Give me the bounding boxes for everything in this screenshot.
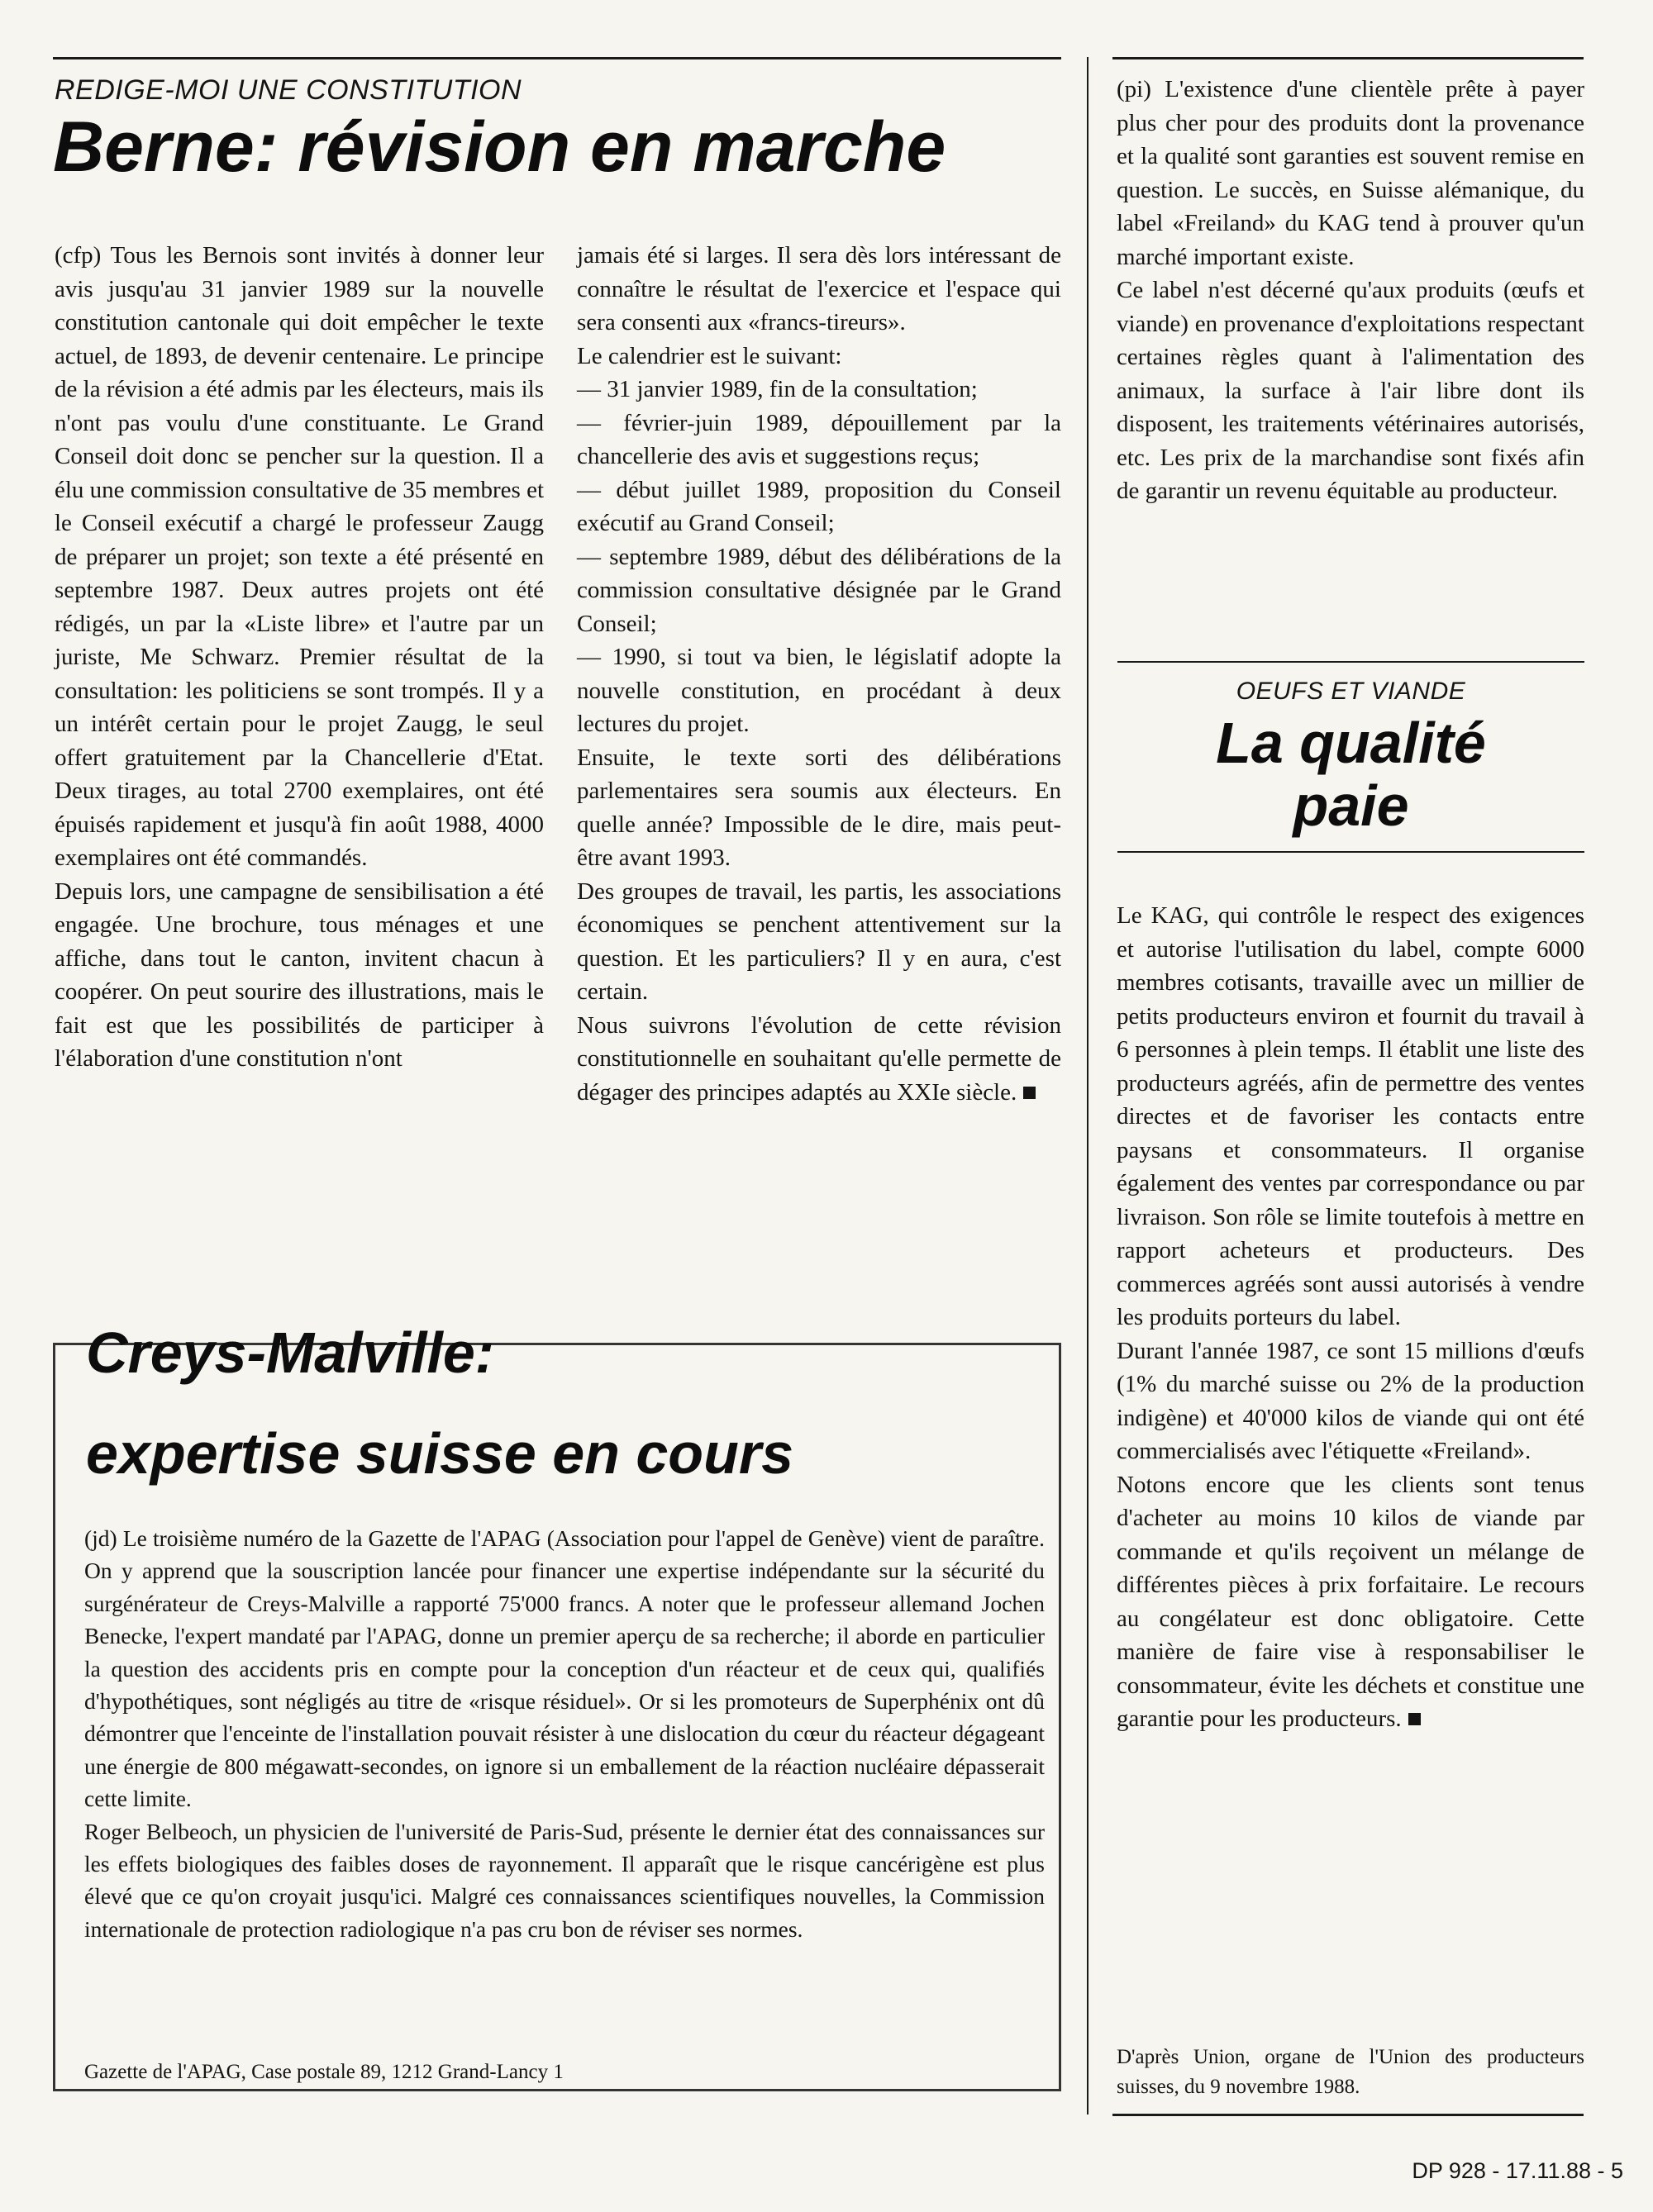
article1-title: Berne: révision en marche: [53, 107, 946, 187]
article1-last-sentence: Nous suivrons l'évolution de cette révision constitutionnelle en souhaitant qu'elle permette de dégager des principes adaptés au XXIe siècle.: [577, 1011, 1061, 1106]
article1-column-2: [577, 239, 1061, 1109]
article3-title-line2: paie: [1293, 773, 1409, 838]
top-rule-right: [1112, 57, 1584, 59]
article2-address: Gazette de l'APAG, Case postale 89, 1212 Grand-Lancy 1: [84, 2061, 564, 2083]
article3-paragraph: Durant l'année 1987, ce sont 15 millions d'œufs (1% du marché suisse ou 2% de la production indigène) et 40'000 kilos de viande qui ont été commercialisés avec l'étiquette «Freiland».: [1117, 1337, 1584, 1464]
article2-title-line1: Creys-Malville:: [86, 1320, 495, 1385]
article1-paragraph: (cfp) Tous les Bernois sont invités à donner leur avis jusqu'au 31 janvier 1989 sur la nouvelle constitution cantonale qui doit empêcher le texte actuel, de 1893, de devenir centenaire. Le principe de la révision a été admis par les électeurs, mais ils n'ont pas voulu d'une constituante. Le Grand Conseil doit donc se pencher sur la question. Il a élu une commission consultative de 35 membres et le Conseil exécutif a chargé le professeur Zaugg de préparer un projet; son texte a été présenté en septembre 1987. Deux autres projets ont été rédigés, un par la «Liste libre» et l'autre par un juriste, Me Schwarz. Premier résultat de la consultation: les politiciens se sont trompés. Il y a un intérêt certain pour le projet Zaugg, le seul offert gratuitement par la Chancellerie d'Etat. Deux tirages, au total 2700 exemplaires, ont été épuisés rapidement et jusqu'à fin août 1988, 4000 exemplaires ont été commandés.: [55, 242, 544, 871]
article3-paragraph: [1117, 1468, 1584, 1736]
article2-title-line2: expertise suisse en cours: [86, 1421, 793, 1486]
article1-paragraph: Ensuite, le texte sorti des délibérations parlementaires sera soumis aux électeurs. En quelle année? Impossible de le dire, mais peut-être avant 1993.: [577, 744, 1061, 871]
article2-paragraph: (jd) Le troisième numéro de la Gazette de l'APAG (Association pour l'appel de Genève) vient de paraître. On y apprend que la souscription lancée pour financer une expertise indépendante sur la sécurité du surgénérateur de Creys-Malville a rapporté 75'000 francs. A noter que le professeur allemand Jochen Benecke, l'expert mandaté par l'APAG, donne un premier aperçu de sa recherche; il aborde en particulier la question des accidents pris en compte pour la conception d'un réacteur et de ceux qui, qualifiés d'hypothétiques, sont négligés au titre de «risque résiduel». Or si les promoteurs de Superphénix ont dû démontrer que l'enceinte de l'installation pouvait résister à une dislocation du cœur du réacteur dégageant une énergie de 800 mégawatt-secondes, on ignore si un emballement de la réaction nucléaire dépasserait cette limite.: [84, 1525, 1045, 1812]
article2-paragraph: Roger Belbeoch, un physicien de l'université de Paris-Sud, présente le dernier état des connaissances sur les effets biologiques des faibles doses de rayonnement. Il apparaît que le risque cancérigène est plus élevé que ce qu'on croyait jusqu'ici. Malgré ces connaissances scientifiques nouvelles, la Commission internationale de protection radiologique n'a pas cru bon de réviser ses normes.: [84, 1818, 1045, 1942]
article3-paragraph: Ce label n'est décerné qu'aux produits (œufs et viande) en provenance d'exploitations respectant certaines règles quant à l'alimentation des animaux, la surface à l'air libre dont ils disposent, les traitements vétérinaires autorisés, etc. Les prix de la marchandise sont fixés afin de garantir un revenu équitable au producteur.: [1117, 277, 1584, 504]
article1-paragraph: [577, 1009, 1061, 1110]
article1-paragraph: jamais été si larges. Il sera dès lors intéressant de connaître le résultat de l'exercice et l'espace qui sera consenti aux «francs-tireurs».: [577, 242, 1061, 335]
calendar-item: — septembre 1989, début des délibérations de la commission consultative désignée par le Grand Conseil;: [577, 543, 1061, 637]
rule-qualite-top: [1117, 661, 1584, 663]
article1-paragraph: Depuis lors, une campagne de sensibilisation a été engagée. Une brochure, tous ménages et une affiche, dans tout le canton, invitent chacun à coopérer. On peut sourire des illustrations, mais le fait est que les possibilités de participer à l'élaboration d'une constitution n'ont: [55, 878, 544, 1072]
article1-paragraph: Le calendrier est le suivant:: [577, 342, 842, 369]
article2-body: [84, 1522, 1045, 1945]
end-mark-icon: [1408, 1713, 1421, 1725]
column-divider: [1087, 57, 1089, 2114]
article3-paragraph: (pi) L'existence d'une clientèle prête à payer plus cher pour des produits dont la provenance et la qualité sont garanties est souvent remise en question. Le succès, en Suisse alémanique, du label «Freiland» du KAG tend à prouver qu'un marché important existe.: [1117, 76, 1584, 270]
article3-source-block: [1117, 2043, 1584, 2102]
article3-paragraph: Le KAG, qui contrôle le respect des exigences et autorise l'utilisation du label, compte 6000 membres cotisants, travaille avec un millier de petits producteurs environ et fournit du travail à 6 personnes à plein temps. Il établit une liste des producteurs agréés, afin de permettre des ventes directes et de favoriser les contacts entre paysans et consommateurs. Il organise également des ventes par correspondance ou par livraison. Son rôle se limite toutefois à mettre en rapport acheteurs et producteurs. Des commerces agréés sont aussi autorisés à vendre les produits porteurs du label.: [1117, 902, 1584, 1330]
article1-kicker: REDIGE-MOI UNE CONSTITUTION: [55, 74, 522, 106]
article1-paragraph: Des groupes de travail, les partis, les associations économiques se penchent attentivement sur la question. Et les particuliers? Il y en aura, c'est certain.: [577, 878, 1061, 1005]
calendar-item: — 31 janvier 1989, fin de la consultation;: [577, 376, 978, 402]
article1-column-1: [55, 239, 544, 1076]
calendar-item: — 1990, si tout va bien, le législatif adopte la nouvelle constitution, en procédant à deux lectures du projet.: [577, 644, 1061, 737]
bottom-rule-right: [1112, 2114, 1584, 2116]
article3-body: [1117, 899, 1584, 1736]
article3-source: D'après Union, organe de l'Union des producteurs suisses, du 9 novembre 1988.: [1117, 2046, 1584, 2098]
calendar-item: — février-juin 1989, dépouillement par la chancellerie des avis et suggestions reçus;: [577, 409, 1061, 469]
article2-address-block: [84, 2057, 1045, 2087]
article3-last-sentence: Notons encore que les clients sont tenus d'acheter au moins 10 kilos de viande par commande et qu'ils reçoivent un mélange de différentes pièces à prix forfaitaire. Le recours au congélateur est donc obligatoire. Cette manière de faire vise à responsabiliser le consommateur, évite les déchets et constitue une garantie pour les producteurs.: [1117, 1471, 1584, 1732]
article3-kicker: OEUFS ET VIANDE: [1236, 678, 1466, 705]
page-footer: DP 928 - 17.11.88 - 5: [1412, 2158, 1623, 2183]
calendar-item: — début juillet 1989, proposition du Conseil exécutif au Grand Conseil;: [577, 476, 1061, 536]
article3-intro: [1117, 73, 1584, 508]
top-rule-left: [53, 57, 1061, 59]
article3-title-line1: La qualité: [1216, 711, 1486, 775]
end-mark-icon: [1023, 1087, 1036, 1099]
rule-qualite-bottom: [1117, 851, 1584, 853]
